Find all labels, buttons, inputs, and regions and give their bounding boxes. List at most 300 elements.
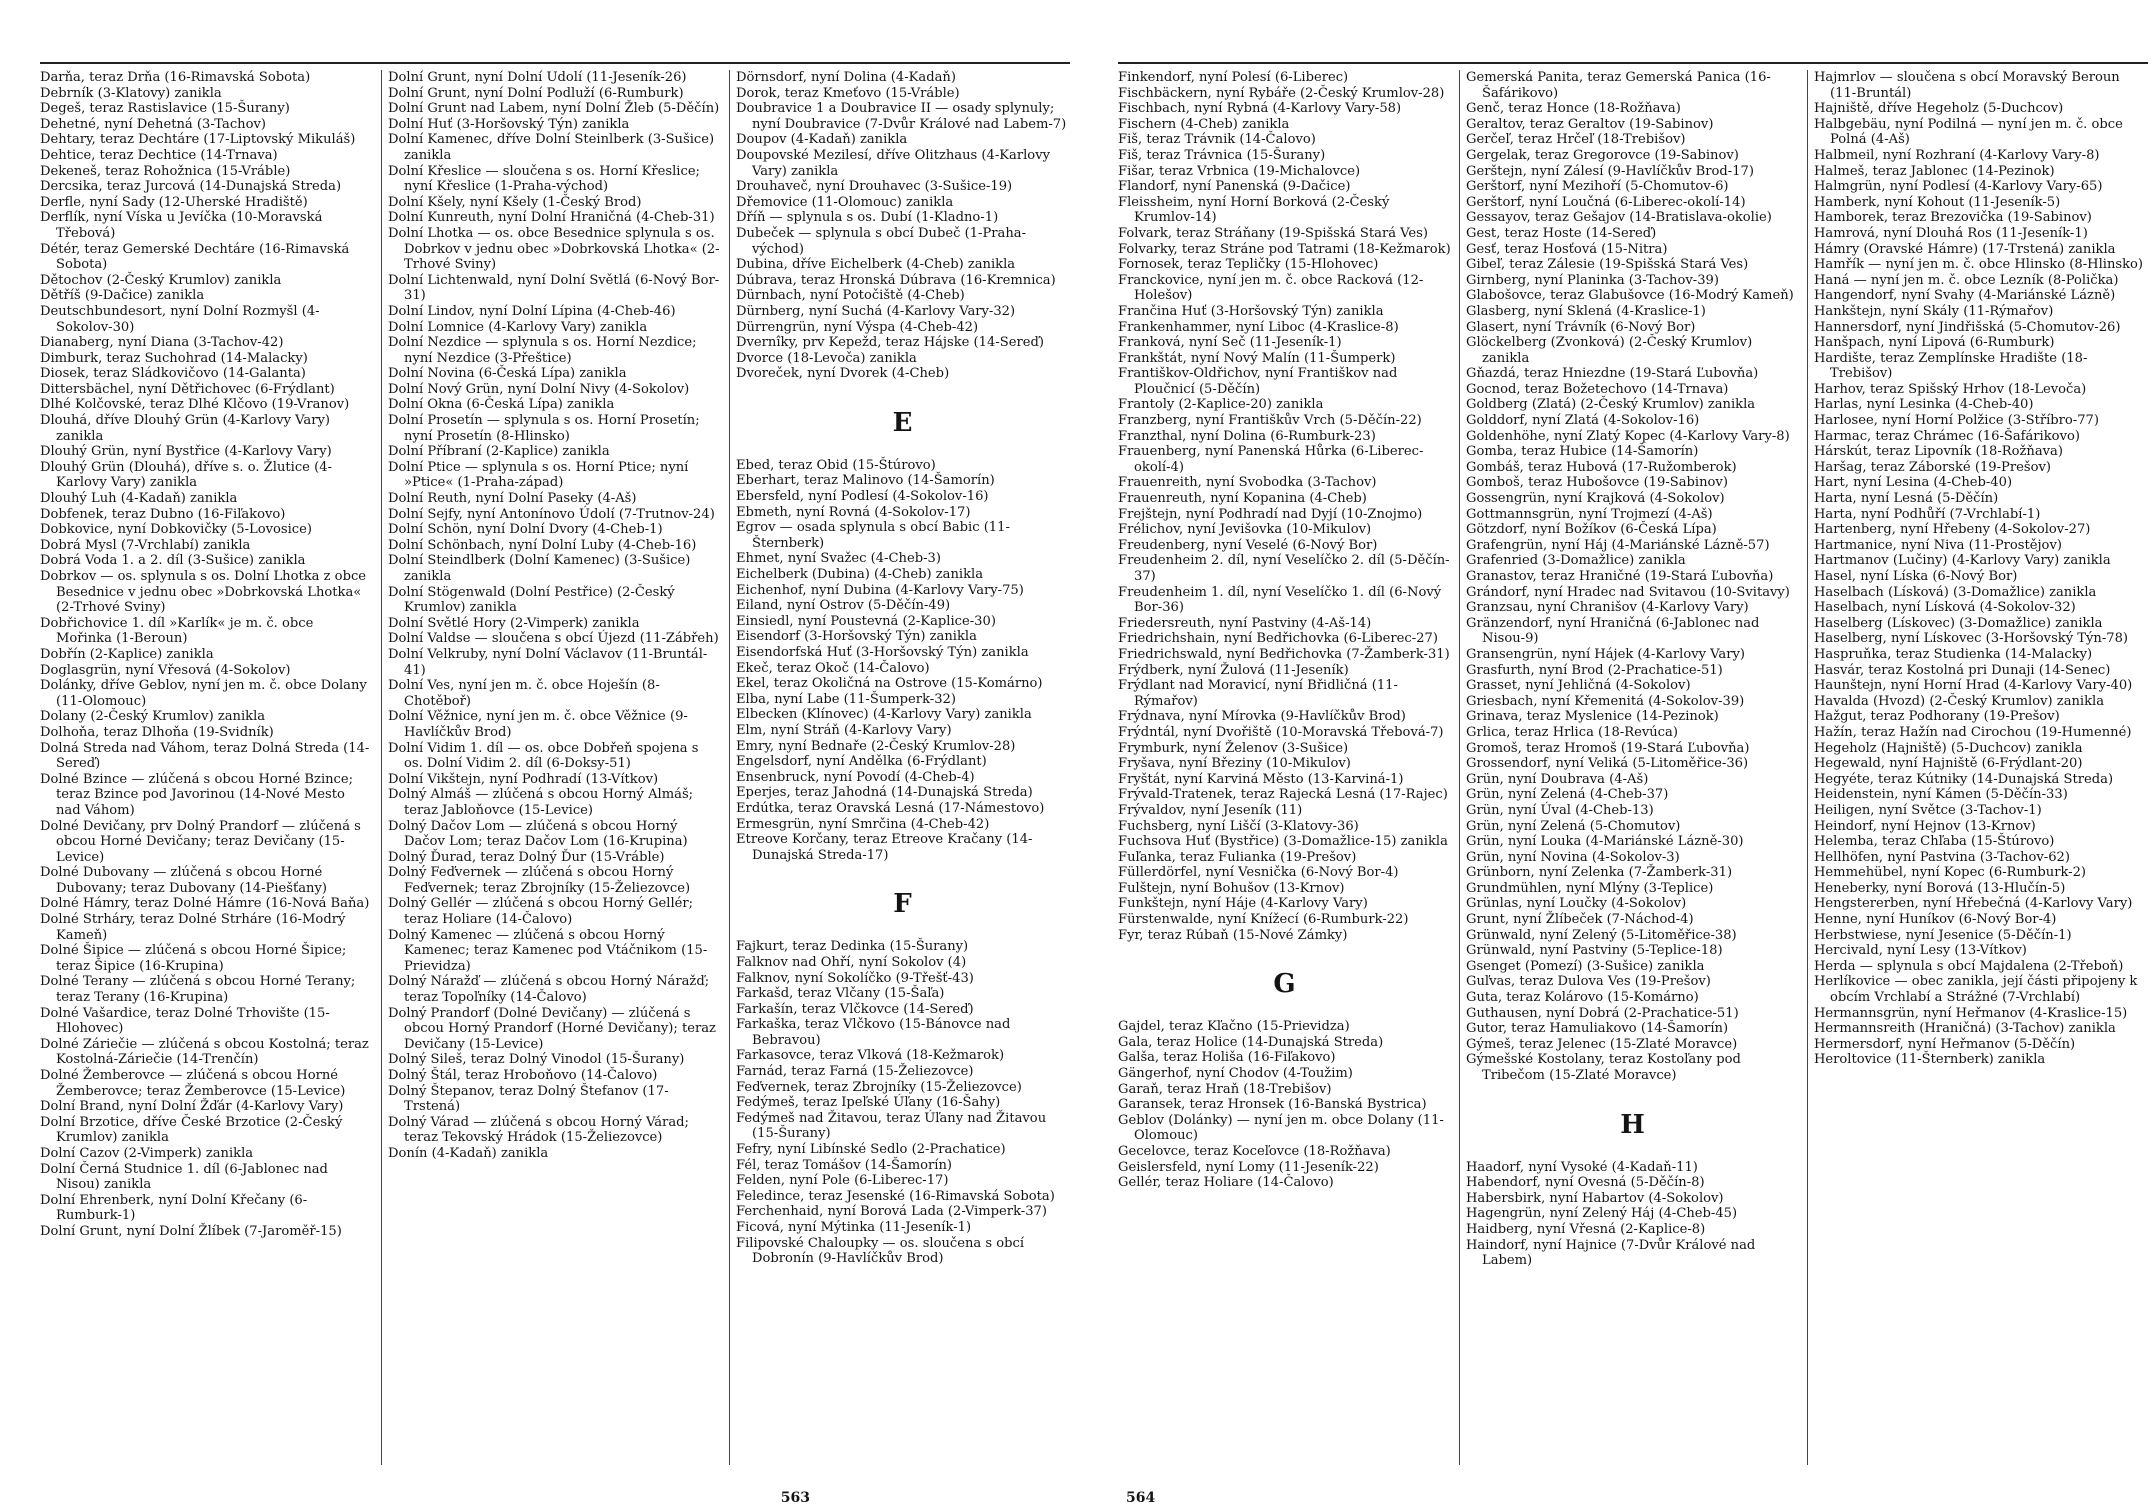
index-entry: Feďvernek, teraz Zbrojníky (15-Želiezovce): [736, 1079, 1022, 1095]
index-entry: Frymburk, nyní Želenov (3-Sušice): [1118, 740, 1349, 756]
index-entry: Frýdberk, nyní Žulová (11-Jeseník): [1118, 662, 1349, 678]
index-entry: Dolní Valdse — sloučena s obcí Újezd (11-Zábřeh): [388, 631, 719, 647]
index-entry: Frejštejn, nyní Podhradí nad Dyjí (10-Znojmo): [1118, 506, 1423, 522]
index-entry: Dříň — splynula s os. Dubí (1-Kladno-1): [736, 210, 999, 226]
index-entry: Grünwald, nyní Pastviny (5-Teplice-18): [1466, 943, 1723, 959]
index-entry: Gecelovce, teraz Koceľovce (18-Rožňava): [1118, 1144, 1391, 1159]
index-entry: Fuľanka, teraz Fulianka (19-Prešov): [1118, 849, 1357, 865]
index-entry: Hamrová, nyní Dlouhá Ros (11-Jeseník-1): [1814, 225, 2088, 241]
index-entry: Farkasovce, teraz Vlková (18-Kežmarok): [736, 1048, 1005, 1064]
index-entry: Franzberg, nyní Františkův Vrch (5-Děčín-22): [1118, 413, 1422, 429]
index-entry: Einsiedl, nyní Poustevná (2-Kaplice-30): [736, 613, 996, 629]
index-entry: Friedersreuth, nyní Pastviny (4-Aš-14): [1118, 615, 1372, 631]
index-entry: Hasel, nyní Líska (6-Nový Bor): [1814, 569, 2018, 584]
index-entry: Grasset, nyní Jehličná (4-Sokolov): [1466, 678, 1691, 694]
index-entry: Dolné Devičany, prv Dolný Prandorf — zlúčená s obcou Horné Devičany; teraz Devičany (15-Levice): [40, 818, 361, 865]
index-entry: Ekel, teraz Okoličná na Ostrove (15-Komárno): [736, 676, 1043, 692]
index-entry: Dimburk, teraz Suchohrad (14-Malacky): [40, 350, 308, 366]
index-entry: Dolní Lichtenwald, nyní Dolní Světlá (6-Nový Bor-31): [388, 272, 720, 304]
index-entry: Frauenreith, nyní Svobodka (3-Tachov): [1118, 475, 1377, 491]
index-entry: Dolní Ehrenberk, nyní Dolní Křečany (6-Rumburk-1): [40, 1192, 308, 1224]
index-entry: Dürrengrün, nyní Výspa (4-Cheb-42): [736, 319, 979, 335]
index-entry: Dolany (2-Český Krumlov) zanikla: [40, 709, 266, 725]
index-entry: Dehtice, teraz Dechtice (14-Trnava): [40, 147, 278, 163]
index-entry: Hegyéte, teraz Kútniky (14-Dunajská Streda): [1814, 771, 2114, 787]
index-entry: Hažgut, teraz Podhorany (19-Prešov): [1814, 709, 2060, 725]
index-entry: Etreove Korčany, teraz Etreove Kračany (14-Dunajská Streda-17): [736, 832, 1033, 863]
index-entry: Hajniště, dříve Hegeholz (5-Duchcov): [1814, 101, 2064, 117]
index-entry: Havalda (Hvozd) (2-Český Krumlov) zanikla: [1814, 693, 2105, 709]
index-entry: Ebed, teraz Obid (15-Štúrovo): [736, 457, 936, 473]
index-entry: Grundmühlen, nyní Mlýny (3-Teplice): [1466, 880, 1714, 896]
index-entry: Grün, nyní Zelená (5-Chomutov): [1466, 818, 1681, 834]
index-entry: Dolní Světlé Hory (2-Vimperk) zanikla: [388, 615, 640, 631]
index-entry: Haadorf, nyní Vysoké (4-Kadaň-11): [1466, 1159, 1698, 1175]
index-entry: Dubina, dříve Eichelberk (4-Cheb) zanikla: [736, 257, 1016, 273]
index-entry: Grasfurth, nyní Brod (2-Prachatice-51): [1466, 662, 1723, 678]
index-entry: Gombáš, teraz Hubová (17-Ružomberok): [1466, 459, 1737, 475]
index-entry: Gňazdá, teraz Hniezdne (19-Stará Ľubovňa): [1466, 366, 1759, 382]
right-page: [1118, 62, 2148, 1506]
index-entry: Haidberg, nyní Vřesná (2-Kaplice-8): [1466, 1221, 1706, 1237]
index-entry: Dolánky, dříve Geblov, nyní jen m. č. obce Dolany (11-Olomouc): [40, 678, 367, 709]
index-entry: Harlas, nyní Lesinka (4-Cheb-40): [1814, 397, 2034, 413]
column-divider: [381, 70, 382, 1465]
index-entry: Frélichov, nyní Jevišovka (10-Mikulov): [1118, 522, 1372, 538]
index-entry: Gängerhof, nyní Chodov (4-Toužim): [1118, 1066, 1353, 1082]
index-entry: Dolní Věžnice, nyní jen m. č. obce Věžnice (9-Havlíčkův Brod): [388, 709, 688, 740]
index-entry: Dolní Vikštejn, nyní Podhradí (13-Vítkov): [388, 771, 659, 787]
index-entry: Grafenried (3-Domažlice) zanikla: [1466, 553, 1686, 569]
index-entry: Golddorf, nyní Zlatá (4-Sokolov-16): [1466, 413, 1700, 429]
index-entry: Frýdnava, nyní Mírovka (9-Havlíčkův Brod): [1118, 709, 1406, 725]
index-entry: Ferchenhaid, nyní Borová Lada (2-Vimperk-37): [736, 1204, 1047, 1220]
index-entry: Farkašín, teraz Vlčkovce (14-Sereď): [736, 1001, 974, 1017]
index-entry: Dehtary, teraz Dechtáre (17-Liptovský Mikuláš): [40, 132, 356, 148]
index-entry: Dvorce (18-Levoča) zanikla: [736, 350, 917, 366]
page-number: 563: [780, 1490, 810, 1506]
index-entry: Dubeček — splynula s obcí Dubeč (1-Praha-východ): [736, 225, 1026, 257]
index-entry: Franzthal, nyní Dolina (6-Rumburk-23): [1118, 428, 1376, 444]
index-entry: Hažín, teraz Hažín nad Cirochou (19-Humenné): [1814, 724, 2132, 740]
index-entry: Eichelberk (Dubina) (4-Cheb) zanikla: [736, 567, 984, 583]
index-entry: Dúbrava, teraz Hronská Dúbrava (16-Kremnica): [736, 272, 1056, 288]
index-entry: Ebmeth, nyní Rovná (4-Sokolov-17): [736, 504, 971, 520]
index-entry: Fornosek, teraz Tepličky (15-Hlohovec): [1118, 257, 1379, 273]
index-entry: Farkašd, teraz Vlčany (15-Šaľa): [736, 986, 945, 1002]
index-entry: Grün, nyní Novina (4-Sokolov-3): [1466, 849, 1680, 865]
index-entry: Dolní Cazov (2-Vimperk) zanikla: [40, 1145, 254, 1161]
index-entry: Dolní Nezdice — splynula s os. Horní Nezdice; nyní Nezdice (3-Přeštice): [388, 335, 697, 366]
index-entry: Dobřichovice 1. díl »Karlík« je m. č. obce Mořinka (1-Beroun): [40, 615, 314, 647]
index-entry: Dolní Steindlberk (Dolní Kamenec) (3-Sušice) zanikla: [388, 553, 691, 584]
index-entry: Funkštejn, nyní Háje (4-Karlovy Vary): [1118, 896, 1368, 912]
index-entry: Dolní Novina (6-Česká Lípa) zanikla: [388, 366, 627, 382]
index-entry: Frankenhammer, nyní Liboc (4-Kraslice-8): [1118, 319, 1399, 335]
index-entry: Dercsika, teraz Jurcová (14-Dunajská Streda): [40, 179, 342, 195]
index-entry: Hart, nyní Lesina (4-Cheb-40): [1814, 475, 2013, 491]
index-entry: Dolný Štepanov, teraz Dolný Štefanov (17-Trstená): [388, 1083, 669, 1115]
index-entry: Františkov-Oldřichov, nyní Františkov nad Ploučnicí (5-Děčín): [1118, 366, 1398, 397]
index-entry: Halbmeil, nyní Rozhraní (4-Karlovy Vary-8): [1814, 147, 2100, 163]
index-entry: Hanšpach, nyní Lipová (6-Rumburk): [1814, 335, 2055, 351]
index-entry: Eisendorf (3-Horšovský Týn) zanikla: [736, 629, 977, 645]
index-entry: Grün, nyní Doubrava (4-Aš): [1466, 771, 1649, 787]
index-entry: Folvarky, teraz Stráne pod Tatrami (18-Kežmarok): [1118, 241, 1451, 257]
index-entry: Ficová, nyní Mýtinka (11-Jeseník-1): [736, 1220, 972, 1235]
index-entry: Dolný Almáš — zlúčená s obcou Horný Almáš; teraz Jabloňovce (15-Levice): [388, 787, 694, 818]
index-entry: Franková, nyní Seč (11-Jeseník-1): [1118, 335, 1342, 351]
index-entry: Dolný Dačov Lom — zlúčená s obcou Horný Dačov Lom; teraz Dačov Lom (16-Krupina): [388, 818, 688, 850]
index-entry: Granzsau, nyní Chranišov (4-Karlovy Vary): [1466, 600, 1749, 616]
index-entry: Fajkurt, teraz Dedinka (15-Šurany): [736, 939, 969, 955]
index-entry: Dobrá Voda 1. a 2. díl (3-Sušice) zanikla: [40, 553, 306, 569]
index-entry: Gýmešské Kostolany, teraz Kostoľany pod Tribečom (15-Zlaté Moravce): [1466, 1052, 1741, 1083]
index-entry: Haspruňka, teraz Studienka (14-Malacky): [1814, 646, 2093, 662]
index-entry: Heiligen, nyní Světce (3-Tachov-1): [1814, 802, 2042, 818]
column: [1466, 70, 1799, 1460]
index-entry: Ensenbruck, nyní Povodí (4-Cheb-4): [736, 769, 975, 785]
index-entry: Flandorf, nyní Panenská (9-Dačice): [1118, 179, 1351, 195]
index-entry: Fleissheim, nyní Horní Borková (2-Český Krumlov-14): [1118, 194, 1390, 226]
index-entry: Elbecken (Klínovec) (4-Karlovy Vary) zanikla: [736, 707, 1032, 723]
index-entry: Fiš, teraz Trávnica (15-Šurany): [1118, 147, 1326, 163]
index-entry: Henne, nyní Huníkov (6-Nový Bor-4): [1814, 912, 2057, 928]
index-entry: Dolní Kamenec, dříve Dolní Steinlberk (3-Sušice) zanikla: [388, 132, 715, 163]
index-entry: Fulštejn, nyní Bohušov (13-Krnov): [1118, 880, 1345, 896]
index-entry: Geraltov, teraz Geraltov (19-Sabinov): [1466, 116, 1714, 132]
index-entry: Dolní Okna (6-Česká Lípa) zanikla: [388, 397, 615, 413]
index-entry: Haselberg, nyní Lískovec (3-Horšovský Týn-78): [1814, 631, 2129, 647]
index-entry: Gomboš, teraz Hubošovce (19-Sabinov): [1466, 475, 1728, 491]
index-entry: Dolní Kunreuth, nyní Dolní Hraničná (4-Cheb-31): [388, 210, 715, 226]
index-entry: Dolné Terany — zlúčená s obcou Horné Terany; teraz Terany (16-Krupina): [40, 974, 356, 1006]
index-entry: Diosek, teraz Sládkovičovo (14-Galanta): [40, 366, 306, 382]
index-entry: Dolné Strháry, teraz Dolné Strháre (16-Modrý Kameň): [40, 912, 346, 943]
index-entry: Haselberg (Lískovec) (3-Domažlice) zanikla: [1814, 615, 2103, 631]
index-entry: Dolný Gellér — zlúčená s obcou Horný Gellér; teraz Holiare (14-Čalovo): [388, 896, 694, 928]
index-entry: Ebersfeld, nyní Podlesí (4-Sokolov-16): [736, 489, 989, 505]
index-entry: Dolný Kamenec — zlúčená s obcou Horný Kamenec; teraz Kamenec pod Vtáčnikom (15-Prievidza): [388, 927, 708, 974]
index-entry: Dolní Grunt nad Labem, nyní Dolní Žleb (5-Děčín): [388, 101, 720, 117]
index-entry: Fedýmeš nad Žitavou, teraz Úľany nad Žitavou (15-Šurany): [736, 1110, 1047, 1142]
column-divider: [1807, 70, 1808, 1465]
index-entry: Halmgrün, nyní Podlesí (4-Karlovy Vary-65): [1814, 179, 2103, 195]
index-entry: Dolní Velkruby, nyní Dolní Václavov (11-Bruntál-41): [388, 646, 708, 678]
index-entry: Garaň, teraz Hraň (18-Trebišov): [1118, 1081, 1332, 1097]
index-entry: Dehetné, nyní Dehetná (3-Tachov): [40, 116, 266, 132]
index-entry: Dolné Vašardice, teraz Dolné Trhovište (15-Hlohovec): [40, 1005, 330, 1037]
index-entry: Hasvár, teraz Kostolná pri Dunaji (14-Senec): [1814, 662, 2111, 678]
index-entry: Haindorf, nyní Hajnice (7-Dvůr Králové nad Labem): [1466, 1237, 1756, 1269]
index-entry: Hardište, teraz Zemplínske Hradište (18-Trebišov): [1814, 350, 2088, 382]
index-entry: Gomba, teraz Hubice (14-Šamorín): [1466, 444, 1699, 460]
index-entry: Haselbach, nyní Lísková (4-Sokolov-32): [1814, 600, 2076, 616]
index-entry: Hannersdorf, nyní Jindřišská (5-Chomutov-26): [1814, 319, 2121, 335]
index-entry: Götzdorf, nyní Božíkov (6-Česká Lípa): [1466, 522, 1717, 538]
index-entry: Egrov — osada splynula s obcí Babic (11-Šternberk): [736, 520, 1010, 551]
index-entry: Hegeholz (Hajniště) (5-Duchcov) zanikla: [1814, 740, 2083, 756]
index-entry: Haná — nyní jen m. č. obce Lezník (8-Polička): [1814, 272, 2119, 288]
index-entry: Dürnbach, nyní Potočiště (4-Cheb): [736, 288, 965, 304]
index-entry: Fischbach, nyní Rybná (4-Karlovy Vary-58): [1118, 101, 1402, 117]
index-entry: Heidenstein, nyní Kámen (5-Děčín-33): [1814, 787, 2068, 803]
index-entry: Dolní Schönbach, nyní Dolní Luby (4-Cheb-16): [388, 537, 697, 553]
index-entry: Dřemovice (11-Olomouc) zanikla: [736, 194, 954, 210]
index-entry: Dvernîky, prv Kepežd, teraz Hájske (14-Sereď): [736, 335, 1044, 351]
index-entry: Gutor, teraz Hamuliakovo (14-Šamorín): [1466, 1021, 1729, 1037]
index-entry: Glasberg, nyní Sklená (4-Kraslice-1): [1466, 303, 1706, 319]
index-entry: Dlouhý Grün, nyní Bystřice (4-Karlovy Vary): [40, 444, 332, 460]
index-entry: Gerštorf, nyní Mezihoří (5-Chomutov-6): [1466, 179, 1729, 195]
index-entry: Gerštejn, nyní Zálesí (9-Havlíčkův Brod-17): [1466, 163, 1754, 179]
index-entry: Guľvas, teraz Dulova Ves (19-Prešov): [1466, 974, 1711, 990]
index-entry: Harta, nyní Podhůří (7-Vrchlabí-1): [1814, 506, 2041, 522]
index-entry: Gransengrün, nyní Hájek (4-Karlovy Vary): [1466, 646, 1745, 662]
index-entry: Fuchsberg, nyní Liščí (3-Klatovy-36): [1118, 818, 1359, 834]
index-entry: Guta, teraz Kolárovo (15-Komárno): [1466, 990, 1699, 1006]
index-entry: Hermannsgrün, nyní Heřmanov (4-Kraslice-15): [1814, 1005, 2128, 1021]
index-entry: Fišar, teraz Vrbnica (19-Michalovce): [1118, 163, 1361, 179]
index-entry: Hartmanov (Lučiny) (4-Karlovy Vary) zanikla: [1814, 553, 2111, 569]
index-entry: Guthausen, nyní Dobrá (2-Prachatice-51): [1466, 1005, 1739, 1021]
index-entry: Girnberg, nyní Planinka (3-Tachov-39): [1466, 272, 1719, 288]
index-entry: Franckovice, nyní jen m. č. obce Racková (12-Holešov): [1118, 272, 1424, 304]
index-entry: Falknov nad Ohří, nyní Sokolov (4): [736, 954, 967, 970]
index-entry: Dolní Brand, nyní Dolní Žďár (4-Karlovy Vary): [40, 1099, 344, 1115]
index-entry: Hercivald, nyní Lesy (13-Vítkov): [1814, 943, 2027, 959]
index-entry: Grün, nyní Louka (4-Mariánské Lázně-30): [1466, 834, 1744, 850]
index-entry: Dolný Náražď — zlúčená s obcou Horný Náražď; teraz Topoľníky (14-Čalovo): [388, 974, 710, 1006]
index-entry: Eperjes, teraz Jahodná (14-Dunajská Streda): [736, 785, 1033, 801]
index-entry: Heneberky, nyní Borová (13-Hlučín-5): [1814, 880, 2066, 896]
index-entry: Dolní Huť (3-Horšovský Týn) zanikla: [388, 116, 630, 132]
index-entry: Genč, teraz Honce (18-Rožňava): [1466, 101, 1681, 117]
index-entry: Dolný Feďvernek — zlúčená s obcou Horný Feďvernek; teraz Zbrojníky (15-Želiezovce): [388, 865, 691, 896]
index-entry: Gellér, teraz Holiare (14-Čalovo): [1118, 1175, 1334, 1191]
index-entry: Heindorf, nyní Hejnov (13-Krnov): [1814, 818, 2036, 834]
index-entry: Freudenheim 2. díl, nyní Veselíčko 2. díl (5-Děčín-37): [1118, 553, 1450, 584]
section-letter: G: [1273, 969, 1296, 1000]
index-entry: Dolní Nový Grün, nyní Dolní Nivy (4-Sokolov): [388, 381, 690, 397]
index-entry: Frauenberg, nyní Panenská Hůrka (6-Liberec-okolí-4): [1118, 444, 1424, 475]
index-entry: Hegewald, nyní Hajniště (6-Frýdlant-20): [1814, 756, 2083, 772]
index-entry: Frýdntál, nyní Dvořiště (10-Moravská Třebová-7): [1118, 724, 1444, 740]
index-entry: Dolní Schön, nyní Dolní Dvory (4-Cheb-1): [388, 522, 663, 538]
column-divider: [1459, 70, 1460, 1465]
index-entry: Haselbach (Lísková) (3-Domažlice) zanikla: [1814, 584, 2097, 600]
index-entry: Felden, nyní Pole (6-Liberec-17): [736, 1173, 949, 1189]
index-entry: Dobřín (2-Kaplice) zanikla: [40, 646, 214, 662]
index-entry: Hermannsreith (Hraničná) (3-Tachov) zanikla: [1814, 1021, 2116, 1037]
index-entry: Dolná Streda nad Váhom, teraz Dolná Streda (14-Sereď): [40, 740, 370, 772]
index-entry: Hengstererben, nyní Hřebečná (4-Karlovy Vary): [1814, 896, 2133, 912]
index-entry: Dörnsdorf, nyní Dolina (4-Kadaň): [736, 70, 956, 85]
index-entry: Grunt, nyní Žlíbeček (7-Náchod-4): [1466, 912, 1694, 928]
index-entry: Grün, nyní Zelená (4-Cheb-37): [1466, 787, 1669, 803]
index-entry: Dolné Hámry, teraz Dolné Hámre (16-Nová Baňa): [40, 896, 370, 912]
index-entry: Gsenget (Pomezí) (3-Sušice) zanikla: [1466, 958, 1705, 974]
section-letter: E: [892, 407, 913, 438]
index-entry: Galša, teraz Holiša (16-Fiľakovo): [1118, 1050, 1336, 1066]
index-entry: Dobrá Mysl (7-Vrchlabí) zanikla: [40, 537, 251, 553]
index-entry: Dlouhý Luh (4-Kadaň) zanikla: [40, 491, 238, 507]
index-entry: Dvoreček, nyní Dvorek (4-Cheb): [736, 366, 950, 382]
index-entry: Gerčeľ, teraz Hrčeľ (18-Trebišov): [1466, 132, 1686, 148]
index-entry: Hartenberg, nyní Hřebeny (4-Sokolov-27): [1814, 522, 2091, 538]
index-entry: Grün, nyní Úval (4-Cheb-13): [1466, 802, 1654, 818]
index-entry: Dolní Příbraní (2-Kaplice) zanikla: [388, 444, 610, 460]
column: [1118, 70, 1451, 1460]
index-entry: Gocnod, teraz Božetechovo (14-Trnava): [1466, 381, 1729, 397]
index-entry: Fürstenwalde, nyní Knížecí (6-Rumburk-22): [1118, 912, 1409, 928]
index-entry: Herda — splynula s obcí Majdalena (2-Třeboň): [1814, 958, 2124, 974]
index-entry: Hamborek, teraz Brezovička (19-Sabinov): [1814, 210, 2092, 226]
index-entry: Gottmannsgrün, nyní Trojmezí (4-Aš): [1466, 506, 1713, 522]
index-entry: Harlosee, nyní Horní Polžice (3-Stříbro-77): [1814, 413, 2099, 429]
index-entry: Dolný Ďurad, teraz Dolný Ďur (15-Vráble): [388, 849, 665, 865]
index-entry: Halbgebäu, nyní Podilná — nyní jen m. č. obce Polná (4-Aš): [1814, 116, 2123, 148]
index-entry: Dolný Prandorf (Dolné Devičany) — zlúčená s obcou Horný Prandorf (Horné Devičany); teraz Devičany (15-Levice): [388, 1005, 716, 1052]
index-entry: Dobrkov — os. splynula s os. Dolní Lhotka z obce Besednice v jednu obec »Dobrkovská Lhotka« (2-Trhové Sviny): [40, 569, 367, 616]
index-entry: Grafengrün, nyní Háj (4-Mariánské Lázně-57): [1466, 537, 1770, 553]
left-page: [40, 62, 1070, 1506]
index-entry: Debrník (3-Klatovy) zanikla: [40, 85, 222, 101]
index-entry: Dlouhý Grün (Dlouhá), dříve s. o. Žlutice (4-Karlovy Vary) zanikla: [40, 459, 332, 491]
index-entry: Ekeč, teraz Okoč (14-Čalovo): [736, 660, 930, 676]
index-entry: Engelsdorf, nyní Andělka (6-Frýdlant): [736, 754, 987, 770]
column: [736, 70, 1069, 1460]
index-entry: Filipovské Chaloupky — os. sloučena s obcí Dobronín (9-Havlíčkův Brod): [736, 1235, 1025, 1267]
index-entry: Dobfenek, teraz Dubno (16-Fiľakovo): [40, 506, 286, 522]
index-entry: Fryšava, nyní Březiny (10-Mikulov): [1118, 756, 1351, 772]
index-entry: Geblov (Dolánky) — nyní jen m. obce Dolany (11-Olomouc): [1118, 1112, 1444, 1144]
index-entry: Erdútka, teraz Oravská Lesná (17-Námestovo): [736, 800, 1045, 816]
index-entry: Glasert, nyní Trávník (6-Nový Bor): [1466, 319, 1696, 335]
index-entry: Dolní Ptice — splynula s os. Horní Ptice; nyní »Ptice« (1-Praha-západ): [388, 459, 689, 491]
index-entry: Friedrichshain, nyní Bedřichovka (6-Liberec-27): [1118, 631, 1438, 647]
index-entry: Doupov (4-Kadaň) zanikla: [736, 132, 908, 148]
index-entry: Heroltovice (11-Šternberk) zanikla: [1814, 1052, 2046, 1068]
index-entry: Dolní Prosetín — splynula s os. Horní Prosetín; nyní Prosetín (8-Hlinsko): [388, 413, 700, 444]
index-entry: Dürnberg, nyní Suchá (4-Karlovy Vary-32): [736, 303, 1016, 319]
index-entry: Frývald-Tratenek, teraz Rajecká Lesná (17-Rajec): [1118, 787, 1448, 803]
index-entry: Grándorf, nyní Hradec nad Svitavou (10-Svitavy): [1466, 584, 1790, 600]
index-entry: Hámry (Oravské Hámre) (17-Trstená) zanikla: [1814, 241, 2116, 257]
index-entry: Gossengrün, nyní Krajková (4-Sokolov): [1466, 491, 1725, 507]
index-entry: Eichenhof, nyní Dubina (4-Karlovy Vary-75): [736, 582, 1024, 598]
index-entry: Halmeš, teraz Jablonec (14-Pezinok): [1814, 163, 2055, 179]
index-entry: Darňa, teraz Drňa (16-Rimavská Sobota): [40, 70, 311, 85]
index-entry: Dobkovice, nyní Dobkovičky (5-Lovosice): [40, 522, 312, 538]
index-entry: Glöckelberg (Zvonková) (2-Český Krumlov) zanikla: [1466, 335, 1753, 366]
index-entry: Dekeneš, teraz Rohožnica (15-Vráble): [40, 163, 291, 179]
index-entry: Degeš, teraz Rastislavice (15-Šurany): [40, 101, 290, 117]
index-entry: Ehmet, nyní Svažec (4-Cheb-3): [736, 551, 941, 567]
index-entry: Grinava, teraz Myslenice (14-Pezinok): [1466, 709, 1719, 725]
index-entry: Dolné Šipice — zlúčená s obcou Horné Šipice; teraz Šipice (16-Krupina): [40, 943, 347, 974]
index-entry: Fischern (4-Cheb) zanikla: [1118, 116, 1290, 132]
index-entry: Emry, nyní Bednaře (2-Český Krumlov-28): [736, 738, 1016, 754]
index-entry: Dolný Sileš, teraz Dolný Vinodol (15-Šurany): [388, 1052, 685, 1068]
index-entry: Dolní Kšely, nyní Kšely (1-Český Brod): [388, 194, 642, 210]
index-entry: Eberhart, teraz Malinovo (14-Šamorín): [736, 473, 995, 489]
index-entry: Fischbäckern, nyní Rybáře (2-Český Krumlov-28): [1118, 85, 1445, 101]
index-entry: Hangendorf, nyní Svahy (4-Mariánské Lázně): [1814, 288, 2116, 304]
index-entry: Dolné Dubovany — zlúčená s obcou Horné Dubovany; teraz Dubovany (14-Piešťany): [40, 865, 327, 896]
index-entry: Frýdlant nad Moravicí, nyní Břidličná (11-Rýmařov): [1118, 678, 1398, 709]
index-entry: Gibeľ, teraz Zálesie (19-Spišská Stará Ves): [1466, 257, 1749, 273]
index-entry: Dolný Štál, teraz Hroboňovo (14-Čalovo): [388, 1068, 658, 1083]
index-entry: Gergelak, teraz Gregorovce (19-Sabinov): [1466, 147, 1739, 163]
index-entry: Dorok, teraz Kmeťovo (15-Vráble): [736, 85, 960, 101]
column: [388, 70, 721, 1460]
section-letter: F: [893, 889, 912, 920]
index-entry: Gemerská Panita, teraz Gemerská Panica (16-Šafárikovo): [1466, 70, 1771, 101]
column: [40, 70, 373, 1460]
section-letter: H: [1620, 1109, 1645, 1140]
index-entry: Dlouhá, dříve Dlouhý Grün (4-Karlovy Vary) zanikla: [40, 413, 331, 444]
index-entry: Fefry, nyní Libínské Sedlo (2-Prachatice): [736, 1142, 1006, 1158]
index-entry: Hankštejn, nyní Skály (11-Rýmařov): [1814, 303, 2054, 319]
index-entry: Folvark, teraz Stráňany (19-Spišská Stará Ves): [1118, 225, 1428, 241]
column-divider: [729, 70, 730, 1465]
index-entry: Hemmehübel, nyní Kopec (6-Rumburk-2): [1814, 865, 2087, 881]
index-entry: Dolné Žemberovce — zlúčená s obcou Horné Žemberovce; teraz Žemberovce (15-Levice): [40, 1068, 346, 1099]
index-entry: Dětříš (9-Dačice) zanikla: [40, 288, 205, 304]
index-entry: Gýmeš, teraz Jelenec (15-Zlaté Moravce): [1466, 1036, 1738, 1052]
index-entry: Elm, nyní Stráň (4-Karlovy Vary): [736, 722, 952, 738]
index-entry: Dolní Brzotice, dříve České Brzotice (2-Český Krumlov) zanikla: [40, 1114, 343, 1146]
index-entry: Gerštorf, nyní Loučná (6-Liberec-okolí-14): [1466, 194, 1746, 210]
index-entry: Hermersdorf, nyní Heřmanov (5-Děčín): [1814, 1036, 2076, 1052]
index-entry: Dlhé Kolčovské, teraz Dlhé Klčovo (19-Vranov): [40, 397, 350, 413]
index-entry: Falknov, nyní Sokolíčko (9-Třešť-43): [736, 970, 974, 986]
index-entry: Doupovské Mezilesí, dříve Olitzhaus (4-Karlovy Vary) zanikla: [736, 147, 1050, 179]
index-entry: Herlíkovice — obec zanikla, její části připojeny k obcím Vrchlabí a Strážné (7-Vrchlabí): [1814, 974, 2138, 1006]
index-entry: Freudenheim 1. díl, nyní Veselíčko 1. díl (6-Nový Bor-36): [1118, 584, 1442, 616]
index-entry: Gränzendorf, nyní Hraničná (6-Jablonec nad Nisou-9): [1466, 615, 1760, 647]
index-entry: Grossendorf, nyní Veliká (5-Litoměřice-36): [1466, 756, 1749, 772]
index-entry: Gajdel, teraz Kľačno (15-Prievidza): [1118, 1019, 1350, 1035]
index-entry: Harmac, teraz Chrámec (16-Šafárikovo): [1814, 428, 2080, 444]
index-entry: Füllerdörfel, nyní Vesnička (6-Nový Bor-4): [1118, 865, 1399, 881]
index-entry: Fuchsova Huť (Bystřice) (3-Domažlice-15) zanikla: [1118, 834, 1448, 850]
index-entry: Dittersbächel, nyní Dětřichovec (6-Frýdlant): [40, 381, 335, 397]
index-entry: Frývaldov, nyní Jeseník (11): [1118, 802, 1303, 818]
index-entry: Dolní Lomnice (4-Karlovy Vary) zanikla: [388, 319, 648, 335]
index-entry: Eiland, nyní Ostrov (5-Děčín-49): [736, 598, 951, 614]
index-entry: Dolní Lhotka — os. obce Besednice splynula s os. Dobrkov v jednu obec »Dobrkovská Lhotka« (2-Trhové Sviny): [388, 225, 720, 273]
index-entry: Griesbach, nyní Křemenitá (4-Sokolov-39): [1466, 693, 1745, 709]
index-entry: Granastov, teraz Hraničné (19-Stará Ľubovňa): [1466, 569, 1774, 584]
index-entry: Dolné Bzince — zlúčená s obcou Horné Bzince; teraz Bzince pod Javorinou (14-Nové Mesto nad Váhom): [40, 771, 354, 818]
index-entry: Frančina Huť (3-Horšovský Týn) zanikla: [1118, 303, 1384, 319]
index-entry: Dolní Lindov, nyní Dolní Lípina (4-Cheb-46): [388, 303, 676, 319]
index-entry: Donín (4-Kadaň) zanikla: [388, 1145, 549, 1161]
index-entry: Drouhaveč, nyní Drouhavec (3-Sušice-19): [736, 179, 1013, 195]
index-entry: Hartmanice, nyní Niva (11-Prostějov): [1814, 537, 2062, 553]
index-entry: Eisendorfská Huť (3-Horšovský Týn) zanikla: [736, 645, 1029, 660]
index-entry: Feledince, teraz Jesenské (16-Rimavská Sobota): [736, 1188, 1055, 1204]
index-entry: Geislersfeld, nyní Lomy (11-Jeseník-22): [1118, 1159, 1379, 1175]
index-entry: Friedrichswald, nyní Bedřichovka (7-Žamberk-31): [1118, 646, 1450, 662]
index-entry: Derfle, nyní Sady (12-Uherské Hradiště): [40, 194, 308, 210]
index-entry: Hajmrlov — sloučena s obcí Moravský Beroun (11-Bruntál): [1814, 70, 2120, 101]
index-entry: Gala, teraz Holice (14-Dunajská Streda): [1118, 1034, 1384, 1050]
index-entry: Grlica, teraz Hrlica (18-Revúca): [1466, 724, 1678, 740]
index-entry: Derflík, nyní Víska u Jevíčka (10-Moravská Třebová): [40, 210, 323, 241]
